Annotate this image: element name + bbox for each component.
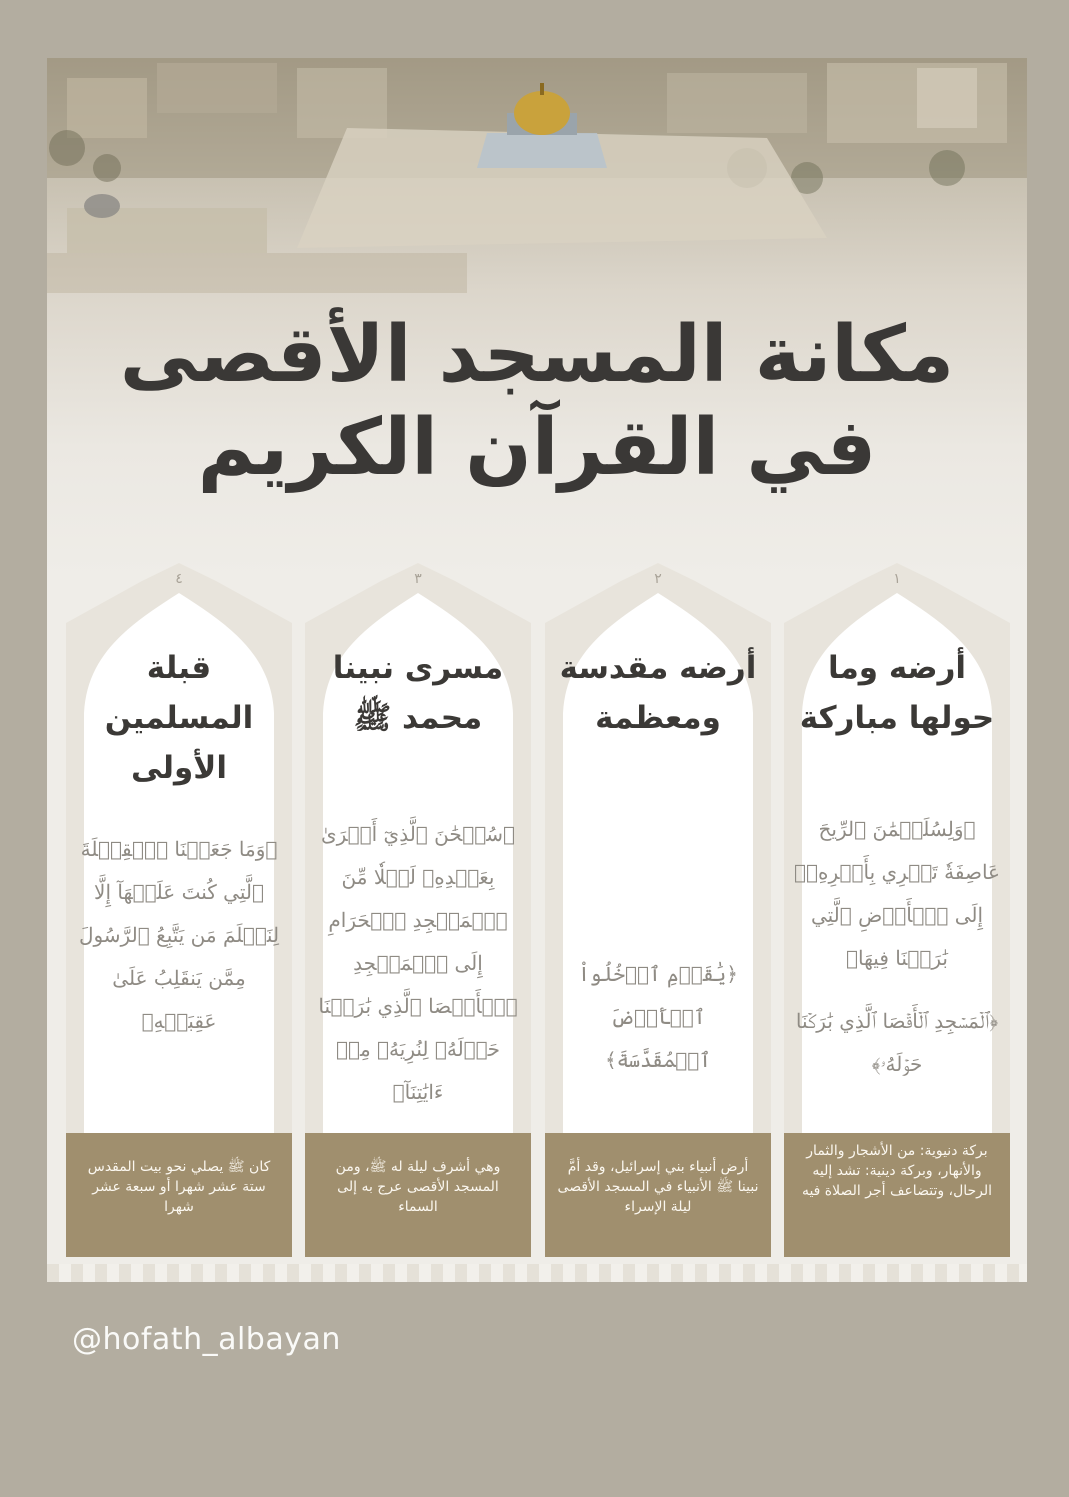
column-heading: أرضه وما حولها مباركة [799,650,995,736]
column-number: ١ [893,571,901,587]
column-heading: أرضه مقدسة ومعظمة [559,650,757,736]
column-heading: قبلة المسلمين الأولى [104,650,254,786]
title-line-1: مكانة المسجد الأقصى [119,310,955,400]
infographic-card [47,58,1027,1282]
column-2 [545,563,771,1257]
note-band: كان ﷺ يصلي نحو بيت المقدس ستة عشر شهرا أو سبعة عشر شهرا [66,1133,292,1257]
note-band: أرض أنبياء بني إسرائيل، وقد أمَّ نبينا ﷺ الأنبياء في المسجد الأقصى ليلة الإسراء [545,1133,771,1257]
verses-block [76,828,282,1063]
decorative-pattern-strip [47,1264,1027,1282]
column-3 [305,563,531,1257]
verses-block [315,813,521,1134]
quran-verse: ﴿سُبۡحَٰنَ ٱلَّذِيٓ أَسۡرَىٰ بِعَبۡدِهِۦ لَيۡلٗا مِّنَ ٱلۡمَسۡجِدِ ٱلۡحَرَامِ إِلَى ٱلۡمَسۡجِدِ ٱلۡأَقۡصَا ٱلَّذِي بَٰرَكۡنَا حَوۡلَهُۥ لِنُرِيَهُۥ مِنۡ ءَايَٰتِنَآ﴾ [318,822,518,1104]
verses-block [794,808,1000,1106]
quran-verse: ﴿وَمَا جَعَلۡنَا ٱلۡقِبۡلَةَ ٱلَّتِي كُنتَ عَلَيۡهَآ إِلَّا لِنَعۡلَمَ مَن يَتَّبِعُ ٱلرَّسُولَ مِمَّن يَنقَلِبُ عَلَىٰ عَقِبَيۡهِ﴾ [78,837,280,1033]
quran-verse: ﴿وَلِسُلَيۡمَٰنَ ٱلرِّيحَ عَاصِفَةٗ تَجۡرِي بِأَمۡرِهِۦٓ إِلَى ٱلۡأَرۡضِ ٱلَّتِي بَٰرَكۡنَا فِيهَا﴾ [793,817,1000,970]
note-band: بركة دنيوية: من الأشجار والثمار والأنهار، وبركة دينية: تشد إليه الرحال، وتتضاعف أجر الصلاة فيه [784,1133,1010,1257]
column-number: ٣ [414,571,422,587]
note-band: وهي أشرف ليلة له ﷺ، ومن المسجد الأقصى عرج به إلى السماء [305,1133,531,1257]
column-number: ٢ [654,571,662,587]
social-handle: @hofath_albayan [72,1322,341,1357]
column-4 [66,563,292,1257]
quran-verse: ﴿ٱلۡمَسۡجِدِ ٱلۡأَقۡصَا ٱلَّذِي بَٰرَكۡنَا حَوۡلَهُۥ﴾ [795,1009,999,1076]
column-1 [784,563,1010,1257]
column-heading: مسرى نبينا محمد ﷺ [332,650,504,736]
verses-block [555,953,761,1102]
column-number: ٤ [175,571,183,587]
hero-image [47,58,1027,578]
title-line-2: في القرآن الكريم [197,403,877,493]
quran-verse: ﴿يَٰقَوۡمِ ٱدۡخُلُواْ ٱلۡأَرۡضَ ٱلۡمُقَدَّسَةَ﴾ [578,962,738,1072]
